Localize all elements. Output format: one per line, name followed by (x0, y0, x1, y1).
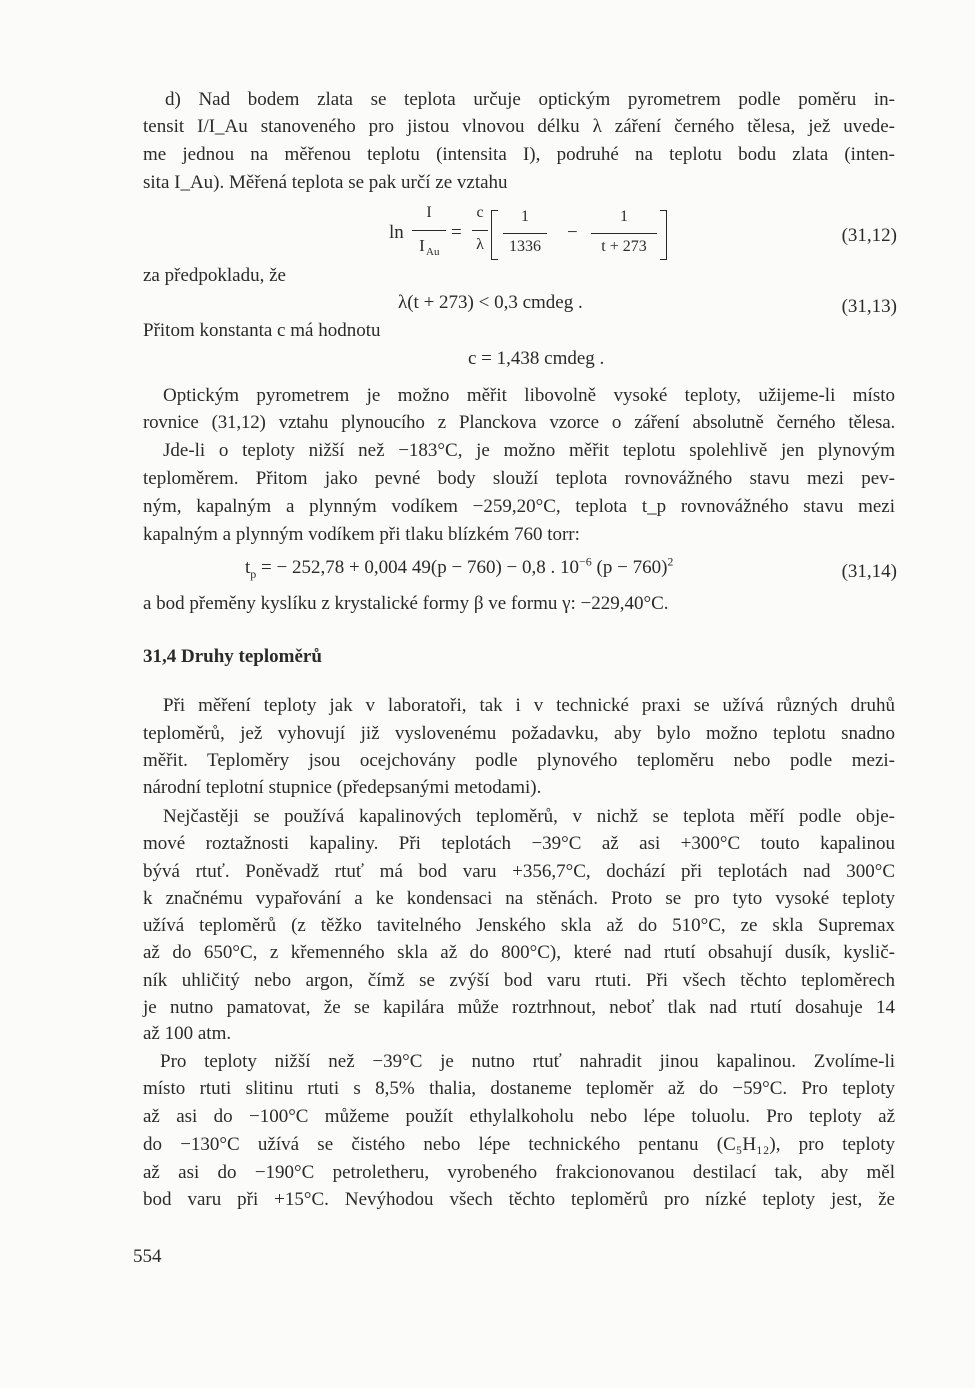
paragraph-d-line-1: d) Nad bodem zlata se teplota určuje optickým pyrometrem podle poměru in- (165, 89, 895, 110)
paragraph-pri-line-2: teploměrů, jež vyhovují již vyslovenému požadavku, aby bylo možno teplotu snadno (143, 723, 895, 744)
equation-31-14 (245, 556, 673, 580)
eq-equals: = (451, 222, 462, 243)
paragraph-optical-line-2: rovnice (31,12) vztahu plynoucího z Planckova vzorce o záření absolutně černého tělesa. (143, 412, 895, 433)
paragraph-optical-line-1: Optickým pyrometrem je možno měřit libovolně vysoké teploty, užijeme-li místo (163, 385, 895, 406)
eq-14-lhs: t (245, 557, 251, 578)
eq-frac4-den: t + 273 (601, 238, 647, 255)
eq-frac2-bar (472, 230, 488, 231)
eq-frac2-den: λ (476, 236, 484, 253)
eq-14-lhs-sub: p (250, 566, 257, 581)
paragraph-pro-line-3: až asi do −100°C můžeme použít ethylalkoholu nebo lépe toluolu. Pro teploty až (143, 1106, 895, 1127)
eq-ln: ln (389, 222, 404, 243)
eq-14-sup2: 2 (667, 554, 674, 569)
paragraph-optical-line-6: kapalným a plynným vodíkem při tlaku blízkém 760 torr: (143, 524, 580, 545)
paragraph-d-line-2: tensit I/I_Au stanoveného pro jistou vlnovou délku λ záření černého tělesa, jež uvede- (143, 116, 895, 137)
paragraph-optical-line-4: teploměrem. Přitom jako pevné body slouží teplota rovnovážného stavu mezi pev- (143, 468, 895, 489)
eq-number-31-12: (31,12) (841, 225, 897, 246)
za-predpokladu-line: za předpokladu, že (143, 265, 286, 286)
eq-frac2-num: c (476, 204, 484, 221)
paragraph-nejcasteji-line-5: užívá teploměrů (z těžko tavitelného Jenského skla až do 510°C, ze skla Supremax (143, 915, 895, 936)
eq-left-bracket (491, 210, 498, 260)
eq-frac4-bar (591, 233, 657, 234)
paragraph-d-line-3: me jednou na měřenou teplotu (intensita I), podruhé na teplotu bodu zlata (inten- (143, 144, 895, 165)
eq-frac3-bar (503, 233, 547, 234)
eq-frac4-num: 1 (620, 208, 628, 225)
eq-frac3-num: 1 (521, 208, 529, 225)
paragraph-nejcasteji-line-9: až 100 atm. (143, 1023, 232, 1044)
paragraph-nejcasteji-line-2: mové roztažnosti kapaliny. Při teplotách −39°C až asi +300°C touto kapalinou (143, 833, 895, 854)
equation-31-13: λ(t + 273) < 0,3 cmdeg . (398, 292, 583, 313)
paragraph-pro-line-4: do −130°C užívá se čistého nebo lépe technického pentanu (C₅H₁₂), pro teploty (143, 1134, 895, 1155)
pritom-konstanta-line: Přitom konstanta c má hodnotu (143, 320, 381, 341)
eq-minus: − (567, 222, 578, 243)
paragraph-pri-line-3: měřit. Teploměry jsou ocejchovány podle plynového teploměru nebo podle mezi- (143, 750, 895, 771)
eq-number-31-14: (31,14) (841, 561, 897, 582)
paragraph-pri-line-4: národní teplotní stupnice (předepsanými metodami). (143, 777, 542, 798)
paragraph-nejcasteji-line-1: Nejčastěji se používá kapalinových teploměrů, v nichž se teplota měří podle obje- (163, 806, 895, 827)
paragraph-optical-line-3: Jde-li o teploty nižší než −183°C, je možno měřit teplotu spolehlivě jen plynovým (163, 440, 895, 461)
paragraph-pro-line-6: bod varu při +15°C. Nevýhodou všech těchto teploměrů pro nízké teploty jest, že (143, 1189, 895, 1210)
bod-premeny-line: a bod přeměny kyslíku z krystalické formy β ve formu γ: −229,40°C. (143, 593, 669, 614)
paragraph-nejcasteji-line-6: až do 650°C, z křemenného skla až do 800°C), které nad rtutí obsahují dusík, kyslič- (143, 942, 895, 963)
eq-14-rhs-a: = − 252,78 + 0,004 49(p − 760) − 0,8 . 10 (256, 557, 580, 578)
page-number: 554 (133, 1246, 162, 1267)
eq-14-sup: −6 (579, 554, 592, 569)
paragraph-nejcasteji-line-3: bývá rtuť. Poněvadž rtuť má bod varu +356,7°C, dochází při teplotách nad 300°C (143, 861, 895, 882)
eq-frac3-den: 1336 (509, 238, 541, 255)
eq-number-31-13: (31,13) (841, 296, 897, 317)
c-value-equation: c = 1,438 cmdeg . (468, 348, 605, 369)
paragraph-pro-line-2: místo rtuti slitinu rtuti s 8,5% thalia, dostaneme teploměr až do −59°C. Pro teploty (143, 1078, 895, 1099)
paragraph-nejcasteji-line-7: ník uhličitý nebo argon, čímž se zvýší bod varu rtuti. Při všech těchto teploměrech (143, 970, 895, 991)
paragraph-nejcasteji-line-4: k značnému vypařování a ke kondensaci na stěnách. Proto se pro tyto vysoké teploty (143, 888, 895, 909)
eq-frac1-num: I (426, 204, 432, 221)
eq-frac1-den-sub: Au (426, 246, 440, 258)
paragraph-nejcasteji-line-8: je nutno pamatovat, že se kapilára může roztrhnout, neboť tlak nad rtutí dosahuje 14 (143, 997, 895, 1018)
paragraph-optical-line-5: ným, kapalným a plynným vodíkem −259,20°C, teplota t_p rovnovážného stavu mezi (143, 496, 895, 517)
paragraph-pri-line-1: Při měření teploty jak v laboratoři, tak i v technické praxi se užívá různých druhů (163, 695, 895, 716)
eq-right-bracket (660, 210, 667, 260)
section-heading: 31,4 Druhy teploměrů (143, 646, 322, 667)
eq-frac1-den: I (419, 236, 425, 255)
paragraph-d-line-4: sita I_Au). Měřená teplota se pak určí ze vztahu (143, 172, 508, 193)
eq-frac1-bar (412, 230, 446, 231)
eq-14-rhs-b: (p − 760) (591, 557, 668, 578)
paragraph-pro-line-5: až asi do −190°C petroletheru, vyrobeného frakcionovanou destilací tak, aby měl (143, 1162, 895, 1183)
paragraph-pro-line-1: Pro teploty nižší než −39°C je nutno rtuť nahradit jinou kapalinou. Zvolíme-li (160, 1051, 895, 1072)
